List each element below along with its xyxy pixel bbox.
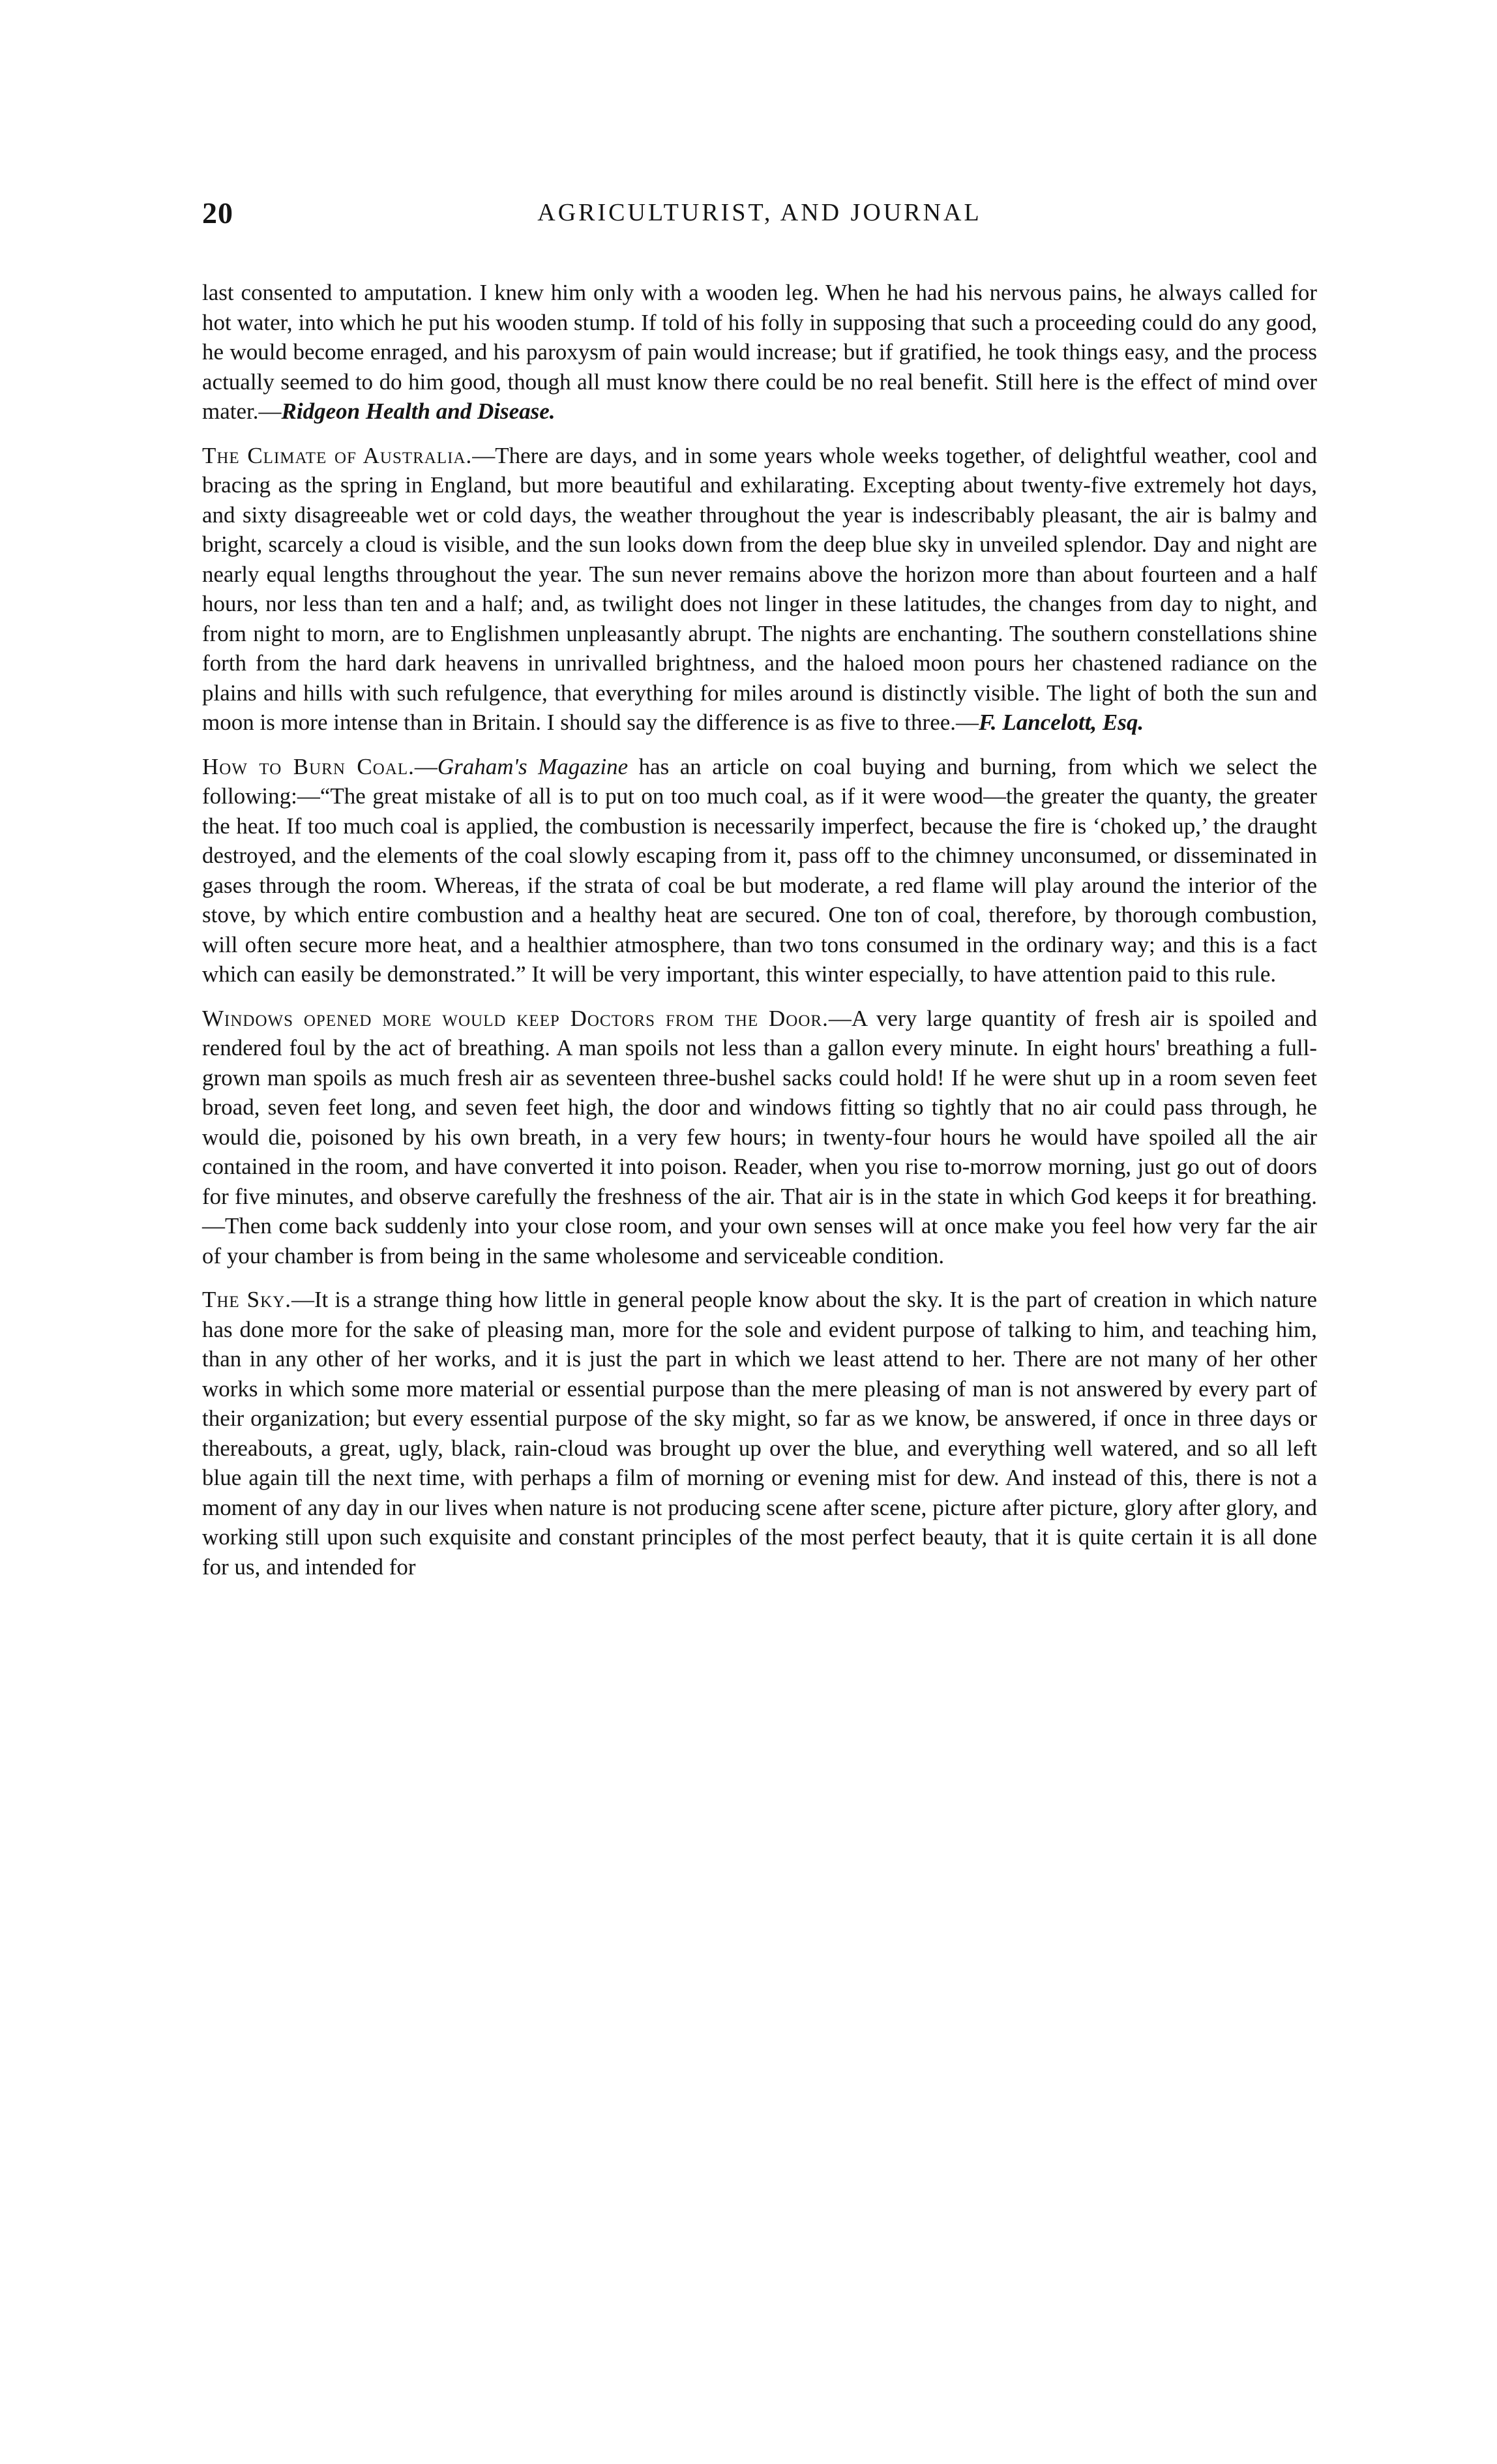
article-heading: How to Burn Coal.: [202, 753, 415, 779]
magazine-title: Graham's Magazine: [437, 753, 629, 779]
article-heading: The Climate of Australia.: [202, 442, 473, 468]
running-header: [202, 196, 1317, 248]
article-heading: Windows opened more would keep Doctors from the Door.: [202, 1005, 829, 1031]
paragraph-body: —It is a strange thing how little in general people know about the sky. It is the part of creation in which nature has done more for the sake of pleasing man, more for the sole and evident purpose of talking to him, and teaching him, than in any other of her works, and it is just the part in which we least attend to her. There are not many of her other works in which some more material or essential purpose than the mere pleasing of man is not answered by every part of their organization; but every essential purpose of the sky might, so far as we know, be answered, if once in three days or thereabouts, a great, ugly, black, rain-cloud was brought up over the blue, and everything well watered, and so all left blue again till the next time, with perhaps a film of morning or evening mist for dew. And instead of this, there is not a moment of any day in our lives when nature is not producing scene after scene, picture after picture, glory after glory, and working still upon such exquisite and constant principles of the most perfect beauty, that it is quite certain it is all done for us, and intended for: [202, 1287, 1317, 1580]
attribution: Ridgeon Health and Disease.: [281, 398, 556, 424]
paragraph-body: —There are days, and in some years whole weeks together, of delightful weather, cool and bracing as the spring in England, but more beautiful and exhilarating. Excepting about twenty-five extremely hot days, and sixty disagreeable wet or cold days, the weather throughout the year is indescribably pleasant, the air is balmy and bright, scarcely a cloud is visible, and the sun looks down from the deep blue sky in unveiled splendor. Day and night are nearly equal lengths throughout the year. The sun never remains above the horizon more than about fourteen and a half hours, nor less than ten and a half; and, as twilight does not linger in these latitudes, the changes from day to night, and from night to morn, are to Englishmen unpleasantly abrupt. The nights are enchanting. The southern constellations shine forth from the hard dark heavens in unrivalled brightness, and the haloed moon pours her chastened radiance on the plains and hills with such refulgence, that everything for miles around is distinctly visible. The light of both the sun and moon is more intense than in Britain. I should say the difference is as five to three.—: [202, 442, 1317, 735]
paragraph-climate-of-australia: [202, 441, 1317, 738]
paragraph-body: —A very large quantity of fresh air is spoiled and rendered foul by the act of breathing. A man spoils not less than a gallon every minute. In eight hours' breathing a full-grown man spoils as much fresh air as seventeen three-bushel sacks could hold! If he were shut up in a room seven feet broad, seven feet long, and seven feet high, the door and windows fitting so tightly that no air could pass through, he would die, poisoned by his own breath, in a very few hours; in twenty-four hours he would have spoiled all the air contained in the room, and have converted it into poison. Reader, when you rise to-morrow morning, just go out of doors for five minutes, and observe carefully the freshness of the air. That air is in the state in which God keeps it for breathing.—Then come back suddenly into your close room, and your own senses will at once make you feel how very far the air of your chamber is from being in the same wholesome and serviceable condition.: [202, 1005, 1317, 1269]
paragraph-how-to-burn-coal: [202, 752, 1317, 989]
article-heading: The Sky.: [202, 1287, 292, 1312]
attribution: F. Lancelott, Esq.: [979, 710, 1144, 735]
paragraph-the-sky: [202, 1285, 1317, 1582]
document-page: [202, 196, 1317, 1596]
paragraph-body: has an article on coal buying and burning, from which we select the following:—“The great mistake of all is to put on too much coal, as if it were wood—the greater the quanty, the greater the heat. If too much coal is applied, the combustion is necessarily imperfect, because the fire is ‘choked up,’ the draught destroyed, and the elements of the coal slowly escaping from it, pass off to the chimney unconsumed, or disseminated in gases through the room. Whereas, if the strata of coal be but moderate, a red flame will play around the interior of the stove, by which entire combustion and a healthy heat are secured. One ton of coal, therefore, by thorough combustion, will often secure more heat, and a healthier atmosphere, than two tons consumed in the ordinary way; and this is a fact which can easily be demonstrated.” It will be very important, this winter especially, to have attention paid to this rule.: [202, 753, 1317, 987]
paragraph-amputation: [202, 278, 1317, 427]
page-number: 20: [202, 196, 233, 230]
paragraph-windows-opened: [202, 1004, 1317, 1271]
header-title: AGRICULTURIST, AND JOURNAL: [537, 199, 982, 226]
paragraph-body: last consented to amputation. I knew him only with a wooden leg. When he had his nervous pains, he always called for hot water, into which he put his wooden stump. If told of his folly in supposing that such a proceeding could do any good, he would become enraged, and his paroxysm of pain would increase; but if gratified, he took things easy, and the process actually seemed to do him good, though all must know there could be no real benefit. Still here is the effect of mind over mater.—: [202, 280, 1317, 424]
heading-dash: —: [414, 753, 437, 779]
